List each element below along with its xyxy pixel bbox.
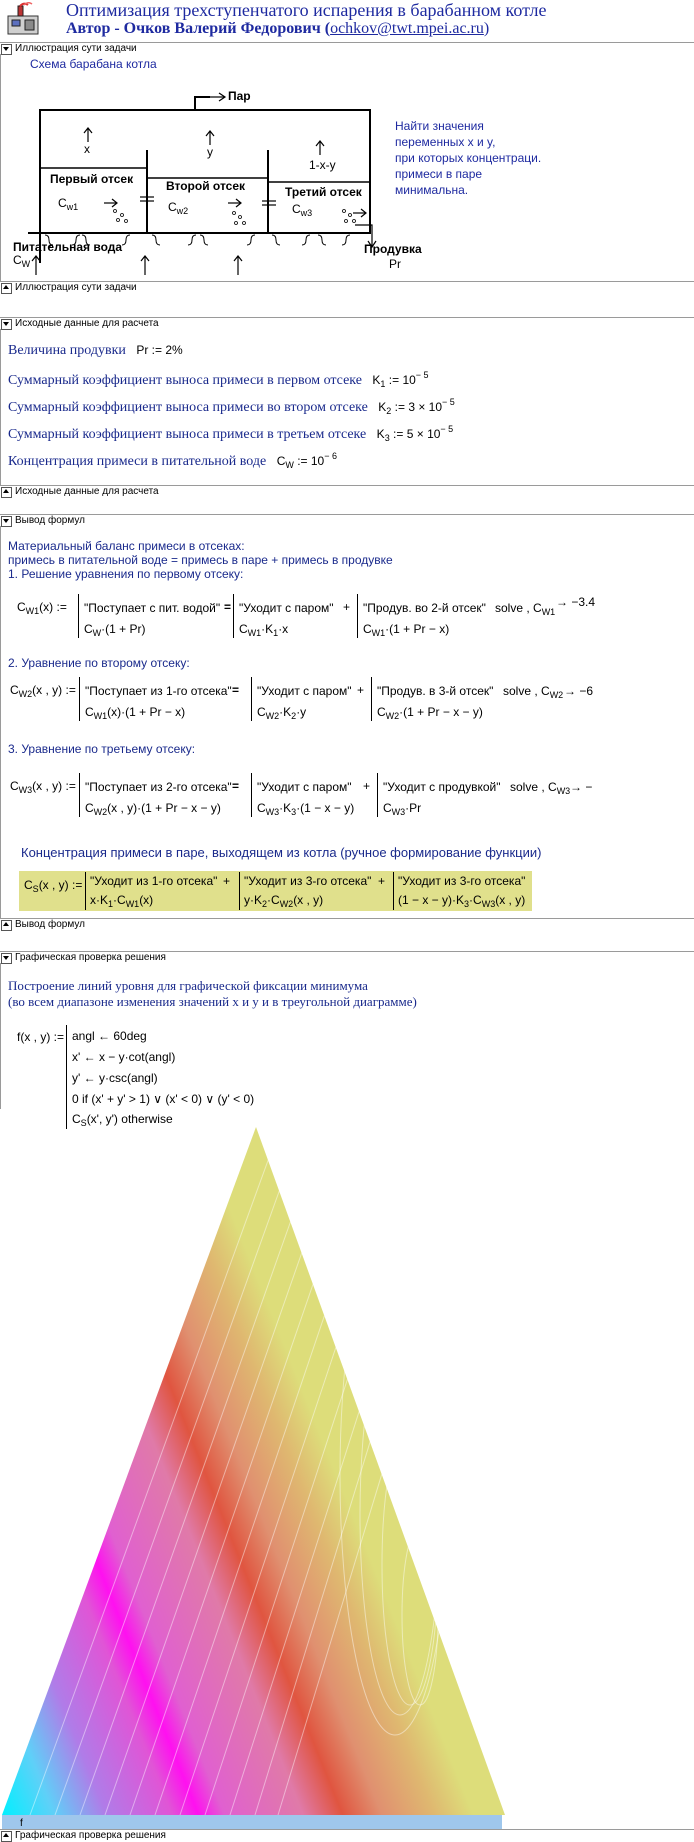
feed-c-label: $C_W$ xyxy=(13,253,31,269)
eq3-lhs[interactable]: $C_{W3}(x$ , y) := xyxy=(10,779,76,795)
input-purge: Величина продувки Pr := 2% xyxy=(8,343,183,358)
prog-bar xyxy=(85,872,86,910)
eq3-a2[interactable]: $C_{W2}(x$ , y)·(1 + Pr − x − y) xyxy=(85,801,221,817)
prog-bar xyxy=(393,872,394,910)
label-x: x xyxy=(84,142,90,156)
region-graphic-header[interactable]: Графическая проверка решения xyxy=(0,951,694,964)
prog-bar xyxy=(357,594,358,638)
author-prefix: Автор - Очков Валерий Федорович ( xyxy=(66,20,331,37)
region-illustration-header[interactable] xyxy=(0,42,694,55)
region-graphic-footer[interactable]: Графическая проверка решения xyxy=(0,1829,694,1842)
author-suffix: ) xyxy=(483,20,490,37)
purge-expr[interactable]: Pr := 2% xyxy=(136,343,183,357)
first-compartment-label: Первый отсек xyxy=(50,172,134,186)
eq1-c2[interactable]: $C_{W1}\cdot(1 + Pr - x)$ xyxy=(363,622,450,638)
eq2-c2[interactable]: $C_{W2}\cdot(1 + Pr - x - y)$ xyxy=(377,705,483,721)
cs-plus2: + xyxy=(378,874,386,888)
input-cw: Концентрация примеси в питательной воде $C_W$ := $10^{- 6}$ xyxy=(8,451,337,470)
cw2-label: $C_{w2}$ xyxy=(168,200,189,216)
label-y: y xyxy=(207,145,213,159)
collapse-arrow-icon[interactable] xyxy=(1,283,12,294)
k2-expr[interactable]: $K_2$ := $3 \times 10^{- 5}$ xyxy=(378,397,455,416)
region-input-header[interactable]: Исходные данные для расчета xyxy=(0,317,694,330)
app-logo-icon xyxy=(6,2,40,36)
cw1-label: $C_{w1}$ xyxy=(58,196,79,212)
eq2-a1[interactable]: "Поступает из 1-го отсека" xyxy=(85,684,232,698)
region-derivation-footer[interactable]: Вывод формул xyxy=(0,918,694,931)
eq2-b2[interactable]: $C_{W2}\cdot K_2\cdot y$ xyxy=(257,705,307,721)
prog-bar xyxy=(79,677,80,721)
eq2-lhs[interactable]: $C_{W2}(x$ , y) := xyxy=(10,683,76,699)
concentration-title: Концентрация примеси в паре, выходящем из котла (ручное формирование функции) xyxy=(21,845,542,860)
input-k2: Суммарный коэффициент выноса примеси во втором отсеке $K_2$ := $3 \times 10^{- 5}$ xyxy=(8,397,455,416)
prog-line-1[interactable]: angl ← 60deg xyxy=(72,1029,147,1043)
prog-bar xyxy=(233,594,234,638)
region-border xyxy=(0,329,1,485)
prog-line-4[interactable]: 0 if (x' + y' > 1) ∨ (x' < 0) ∨ (y' < 0) xyxy=(72,1092,255,1106)
eq1-plus: + xyxy=(343,600,351,614)
collapse-arrow-icon[interactable] xyxy=(1,953,12,964)
eq3-c1[interactable]: "Уходит с продувкой" xyxy=(383,780,501,794)
eq1-b1[interactable]: "Уходит с паром" xyxy=(239,601,334,615)
eq3-a1[interactable]: "Поступает из 2-го отсека" xyxy=(85,780,232,794)
region-label: Иллюстрация сути задачи xyxy=(15,43,137,54)
eq2-solve[interactable]: solve , $C_{W2}$ xyxy=(503,684,564,700)
region-input-footer[interactable]: Исходные данные для расчета xyxy=(0,485,694,498)
collapse-arrow-icon[interactable] xyxy=(1,920,12,931)
eq3-plus: + xyxy=(363,779,371,793)
cs-a2[interactable]: $x\cdot K_1\cdot C_{W1}(x)$ xyxy=(90,893,154,909)
eq3-b1[interactable]: "Уходит с паром" xyxy=(257,780,352,794)
cw-expr[interactable]: $C_W$ := $10^{- 6}$ xyxy=(276,451,337,470)
steam-label: Пар xyxy=(228,89,251,103)
eq3-b2[interactable]: $C_{W3}\cdot K_3\cdot(1 - x - y)$ xyxy=(257,801,355,817)
prog-bar xyxy=(377,773,378,817)
collapse-arrow-icon[interactable] xyxy=(1,1831,12,1842)
label-1-x-y: 1-x-y xyxy=(309,158,336,172)
eq2-b1[interactable]: "Уходит с паром" xyxy=(257,684,352,698)
cs-b1[interactable]: "Уходит из 3-го отсека" xyxy=(244,874,372,888)
collapse-arrow-icon[interactable] xyxy=(1,516,12,527)
eq1-lhs[interactable]: $C_{W1}(x)$ := xyxy=(17,600,67,616)
x-axis-bar xyxy=(2,1815,502,1829)
eq2-result: → −6 xyxy=(564,684,594,698)
region-illustration-footer[interactable]: Иллюстрация сути задачи xyxy=(0,281,694,294)
prog-bar xyxy=(251,677,252,721)
input-k3: Суммарный коэффициент выноса примеси в третьем отсеке $K_3$ := $5 \times 10^{- 5}$ xyxy=(8,424,454,443)
cs-a1[interactable]: "Уходит из 1-го отсека" xyxy=(90,874,218,888)
eq1-solve[interactable]: solve , $C_{W1}$ xyxy=(495,601,556,617)
graphic-intro: Построение линий уровня для графической фиксации минимума (во всем диапазоне изменения значений x и y и в треугольной диаграмме) xyxy=(8,978,417,1009)
region-derivation-header[interactable]: Вывод формул xyxy=(0,514,694,527)
prog-bar xyxy=(371,677,372,721)
cs-plus1: + xyxy=(223,874,231,888)
cs-lhs[interactable]: $C_S(x$ , y) := xyxy=(24,878,83,894)
cs-c2[interactable]: $(1 - x - y)\cdot K_3\cdot C_{W3}(x$ , y) xyxy=(398,893,526,909)
page-title: Оптимизация трехступенчатого испарения в барабанном котле xyxy=(66,0,547,20)
prog-bar xyxy=(251,773,252,817)
contour-plot[interactable] xyxy=(0,1115,520,1830)
third-compartment-label: Третий отсек xyxy=(285,185,362,199)
prog-bar xyxy=(239,872,240,910)
eq3-solve[interactable]: solve , $C_{W3}$ xyxy=(510,780,571,796)
author-line xyxy=(66,20,489,38)
eq3-equals: = xyxy=(232,779,240,793)
collapse-arrow-icon[interactable] xyxy=(1,487,12,498)
region-border xyxy=(0,526,1,918)
region-border xyxy=(0,963,1,1109)
eq2-equals: = xyxy=(232,683,240,697)
eq1-a1[interactable]: "Поступает с пит. водой" xyxy=(84,601,221,615)
cw3-label: $C_{w3}$ xyxy=(292,202,313,218)
heading-eq2: 2. Уравнение по второму отсеку: xyxy=(8,656,190,670)
eq1-a2[interactable]: $C_W\cdot(1 + Pr)$ xyxy=(84,622,146,638)
prog-line-2[interactable]: x' ← x − y·cot(angl) xyxy=(72,1050,176,1064)
prog-line-3[interactable]: y' ← y·csc(angl) xyxy=(72,1071,158,1085)
f-lhs[interactable]: f(x , y) := xyxy=(17,1030,65,1044)
collapse-arrow-icon[interactable] xyxy=(1,319,12,330)
eq1-c1[interactable]: "Продув. во 2-й отсек" xyxy=(363,601,486,615)
k1-expr[interactable]: $K_1$ := $10^{- 5}$ xyxy=(372,370,429,389)
diagram-caption: Схема барабана котла xyxy=(30,57,157,71)
eq2-a2[interactable]: $C_{W1}(x)\cdot(1 + Pr - x)$ xyxy=(85,705,186,721)
feed-water-label: Питательная вода xyxy=(13,240,123,254)
k3-expr[interactable]: $K_3$ := $5 \times 10^{- 5}$ xyxy=(376,424,454,443)
eq3-c2[interactable]: $C_{W3}\cdot Pr$ xyxy=(383,801,422,817)
eq2-c1[interactable]: "Продув. в 3-й отсек" xyxy=(377,684,494,698)
prog-bar xyxy=(79,773,80,817)
cs-b2[interactable]: $y\cdot K_2\cdot C_{W2}(x$ , y) xyxy=(244,893,324,909)
cs-c1[interactable]: "Уходит из 3-го отсека" xyxy=(398,874,526,888)
blowdown-label: Продувка xyxy=(364,242,422,256)
plot-label-f: f xyxy=(20,1818,23,1829)
task-text: Найти значения переменных x и y, при которых концентраци. примеси в паре минимальна. xyxy=(395,119,542,197)
prog-bar xyxy=(78,594,79,638)
derivation-intro: Материальный баланс примеси в отсеках: примесь в питательной воде = примесь в паре + примесь в продувке 1. Решение уравнения по первому отсеку: xyxy=(8,539,393,581)
second-compartment-label: Второй отсек xyxy=(166,179,246,193)
eq2-plus: + xyxy=(357,683,365,697)
heading-eq3: 3. Уравнение по третьему отсеку: xyxy=(8,742,196,756)
prog-line-5[interactable]: $C_S(x'$, y') otherwise xyxy=(72,1112,173,1128)
ternary-contour-fill xyxy=(2,1127,505,1815)
collapse-arrow-icon[interactable] xyxy=(1,44,12,55)
blowdown-pr-label: Pr xyxy=(389,257,401,271)
eq1-result: → −3.4 xyxy=(556,595,596,609)
eq1-equals: = xyxy=(224,600,232,614)
prog-bar xyxy=(66,1025,67,1129)
eq3-result: → − xyxy=(570,780,593,794)
author-email-link[interactable]: ochkov@twt.mpei.ac.ru xyxy=(330,20,484,37)
input-k1: Суммарный коэффициент выноса примеси в первом отсеке $K_1$ := $10^{- 5}$ xyxy=(8,370,429,389)
eq1-b2[interactable]: $C_{W1}\cdot K_1\cdot x$ xyxy=(239,622,289,638)
